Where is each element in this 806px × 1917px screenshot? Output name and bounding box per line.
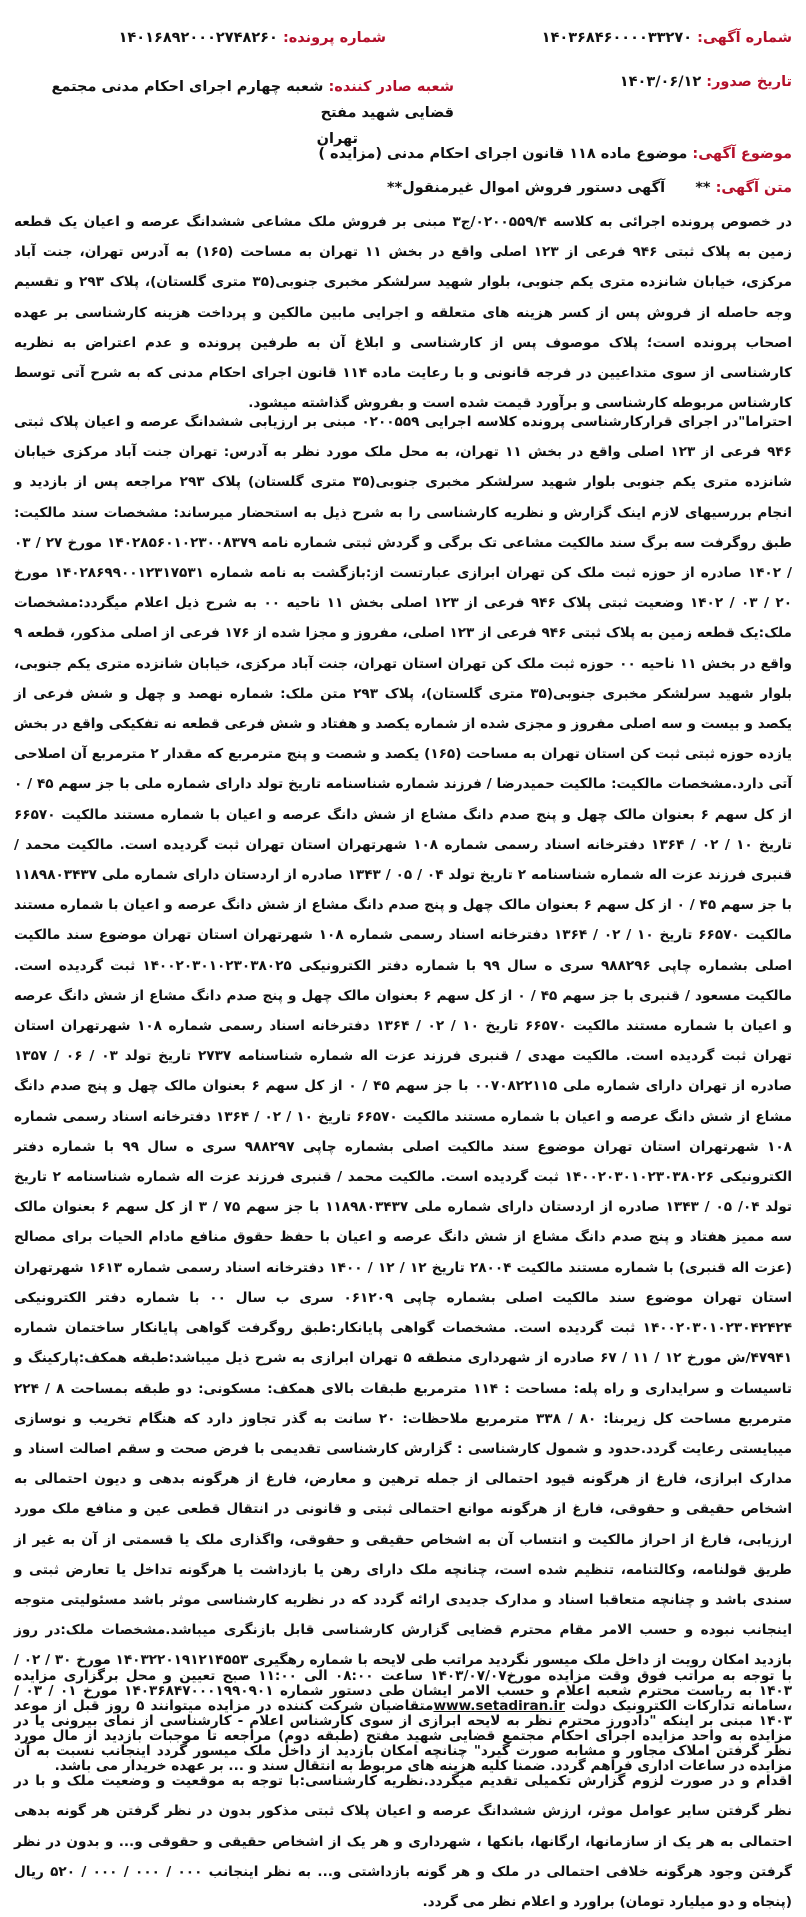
issuing-branch-value-line1: شعبه چهارم اجرای احکام مدنی مجتمع قضایی شهید مفتح <box>51 79 454 121</box>
file-number <box>119 30 386 46</box>
notice-subject <box>318 146 792 162</box>
issue-date-label: تاریخ صدور: <box>706 74 792 90</box>
closing-part-1: با توجه به مراتب فوق وقت مزایده مورخ۱۴۰۳/۰۷/۰۷ ساعت ۰۸:۰۰ الی ۱۱:۰۰ صبح تعیین و محل برگزاری مزایده ،سامانه تدارکات الکترونیک دولت <box>14 1668 792 1714</box>
auction-closing-paragraph <box>14 1661 792 1781</box>
intro-paragraph: در خصوص پرونده اجرائی به کلاسه ۰۲۰۰۵۵۹/۴/ج۳ مبنی بر فروش ملک مشاعی ششدانگ عرصه و اعیان یک قطعه زمین به پلاک ثبتی ۹۴۶ فرعی از ۱۲۳ اصلی واقع در بخش ۱۱ تهران به مساحت (۱۶۵) به آدرس تهران، جنت آباد مرکزی، خیابان شانزده متری یکم جنوبی، بلوار شهید سرلشکر مخبری جنوبی(۳۵ متری گلستان)، پلاک ۲۹۳ و تقسیم وجه حاصله از فروش پس از کسر هزینه های متعلقه و اجرایی مابین مالکین و پرداخت هزینه کارشناسی بر عهده اصحاب پرونده است؛ پلاک موصوف پس از کارشناسی و ابلاغ آن به طرفین پرونده و عدم اعتراض به نظریه کارشناسی از سوی متداعیین در فرجه قانونی و با رعایت ماده ۱۱۴ قانون اجرای احکام مدنی که به شرح آتی توسط کارشناس مربوطه کارشناسی و برآورد قیمت شده است و بفروش گذاشته میشود. <box>14 214 793 412</box>
notice-number-value: ۱۴۰۳۶۸۴۶۰۰۰۰۳۳۲۷۰ <box>541 30 693 46</box>
notice-body-heading <box>387 180 792 196</box>
issue-date <box>620 74 792 90</box>
notice-number <box>542 30 792 46</box>
notice-number-label: شماره آگهی: <box>697 30 792 46</box>
issuing-branch <box>34 74 454 152</box>
subject-label: موضوع آگهی: <box>692 146 792 162</box>
body-title: ** آگهی دستور فروش اموال غیرمنقول** <box>387 180 711 196</box>
expert-report-paragraph: احتراما"در اجرای قرارکارشناسی پرونده کلاسه اجرایی ۰۲۰۰۵۵۹ مبنی بر ارزیابی ششدانگ عرصه و اعیان پلاک ثبتی ۹۴۶ فرعی از ۱۲۳ اصلی واقع در بخش ۱۱ تهران، به محل ملک مورد نظر به آدرس: تهران جنت آباد مرکزی خیابان شانزده متری یکم جنوبی بلوار شهید سرلشکر مخبری جنوبی(۳۵ متری گلستان) پلاک ۲۹۳ مراجعه پس از بازدید و انجام بررسیهای لازم اینک گزارش و نظریه کارشناسی را به شرح ذیل به استحضار میرساند: مشخصات سند مالکیت: طبق روگرفت سه برگ سند مالکیت مشاعی تک برگی و گردش ثبتی شماره نامه ۱۴۰۲۸۵۶۰۱۰۲۳۰۰۸۳۷۹ مورخ ۲۷ / ۰۳ / ۱۴۰۲ صادره از حوزه ثبت ملک کن تهران ابرازی عبارتست از:بازگشت به نامه شماره ۱۴۰۲۸۶۹۹۰۰۱۲۳۱۷۵۳۱ مورخ ۲۰ / ۰۳ / ۱۴۰۲ وضعیت ثبتی پلاک ۹۴۶ فرعی از ۱۲۳ اصلی بخش ۱۱ ناحیه ۰۰ به شرح ذیل اعلام میگردد:مشخصات ملک:یک قطعه زمین به پلاک ثبتی ۹۴۶ فرعی از ۱۲۳ اصلی، مفروز و مجزا شده از ۱۷۶ فرعی از اصلی مذکور، قطعه ۹ واقع در بخش ۱۱ ناحیه ۰۰ حوزه ثبت ملک کن تهران استان تهران، جنت آباد مرکزی، خیابان شانزده متری یکم جنوبی، بلوار شهید سرلشکر مخبری جنوبی(۳۵ متری گلستان)، پلاک ۲۹۳ متن ملک: شماره نهصد و چهل و شش فرعی از یکصد و بیست و سه اصلی مفروز و مجزی شده از شماره یکصد و هفتاد و شش فرعی قطعه نه تفکیکی واقع در بخش یازده حوزه ثبتی ثبت کن استان تهران به مساحت (۱۶۵) یکصد و شصت و پنج مترمربع که مقدار ۲ مترمربع آن اصلاحی آتی دارد.مشخصات مالکیت: مالکیت حمیدرضا / فرزند شماره شناسنامه تاریخ تولد دارای شماره ملی با جز سهم ۴۵ / ۰ از کل سهم ۶ بعنوان مالک چهل و پنج صدم دانگ مشاع از شش دانگ عرصه و اعیان با شماره مستند مالکیت ۶۶۵۷۰ تاریخ ۱۰ / ۰۲ / ۱۳۶۴ دفترخانه اسناد رسمی شماره ۱۰۸ شهرتهران استان تهران ثبت گردیده است. مالکیت محمد / قنبری فرزند عزت اله شماره شناسنامه ۲ تاریخ تولد ۰۴ / ۰۵ / ۱۳۴۳ صادره از اردستان دارای شماره ملی ۱۱۸۹۸۰۳۴۳۷ با جز سهم ۴۵ / ۰ از کل سهم ۶ بعنوان مالک چهل و پنج صدم دانگ مشاع از شش دانگ عرصه و اعیان با شماره مستند مالکیت ۶۶۵۷۰ تاریخ ۱۰ / ۰۲ / ۱۳۶۴ دفترخانه اسناد رسمی شماره ۱۰۸ شهرتهران استان تهران موضوع سند مالکیت اصلی بشماره چاپی ۹۸۸۲۹۶ سری ه سال ۹۹ با شماره دفتر الکترونیکی ۱۴۰۰۲۰۳۰۱۰۲۳۰۳۸۰۲۵ ثبت گردیده است. مالکیت مسعود / قنبری با جز سهم ۴۵ / ۰ از کل سهم ۶ بعنوان مالک چهل و پنج صدم دانگ مشاع از شش دانگ عرصه و اعیان با شماره مستند مالکیت ۶۶۵۷۰ تاریخ ۱۰ / ۰۲ / ۱۳۶۴ دفترخانه اسناد رسمی شماره ۱۰۸ شهرتهران استان تهران ثبت گردیده است. مالکیت مهدی / قنبری فرزند عزت اله شماره شناسنامه ۲۷۳۷ تاریخ تولد ۰۳ / ۰۶ / ۱۳۵۷ صادره از تهران دارای شماره ملی ۰۰۷۰۸۲۲۱۱۵ با جز سهم ۴۵ / ۰ از کل سهم ۶ بعنوان مالک چهل و پنج صدم دانگ مشاع از شش دانگ عرصه و اعیان با شماره مستند مالکیت ۶۶۵۷۰ تاریخ ۱۰ / ۰۲ / ۱۳۶۴ دفترخانه اسناد رسمی شماره ۱۰۸ شهرتهران استان تهران موضوع سند مالکیت اصلی بشماره چاپی ۹۸۸۲۹۷ سری ه سال ۹۹ با شماره دفتر الکترونیکی ۱۴۰۰۲۰۳۰۱۰۲۳۰۳۸۰۲۶ ثبت گردیده است. مالکیت محمد / قنبری فرزند عزت اله شماره شناسنامه ۲ تاریخ تولد ۰۴/ ۰۵ / ۱۳۴۳ صادره از اردستان دارای شماره ملی ۱۱۸۹۸۰۳۴۳۷ با جز سهم ۷۵ / ۳ از کل سهم ۶ بعنوان مالک سه ممیز هفتاد و پنج صدم دانگ مشاع از شش دانگ عرصه و اعیان با حفظ حقوق منافع مادام الحیات برای مصالح (عزت اله قنبری) با شماره مستند مالکیت ۲۸۰۰۴ تاریخ ۱۲ / ۱۲ / ۱۴۰۰ دفترخانه اسناد رسمی شماره ۱۶۱۳ شهرتهران استان تهران موضوع سند مالکیت اصلی بشماره چاپی ۰۶۱۲۰۹ سری ب سال ۰۰ با شماره دفتر الکترونیکی ۱۴۰۰۲۰۳۰۱۰۲۳۰۴۲۴۲۴ ثبت گردیده است. مشخصات گواهی پایانکار:طبق روگرفت گواهی پایانکار ساختمان شماره ۴۷۹۴۱/ش مورخ ۱۲ / ۱۱ / ۶۷ صادره از شهرداری منطقه ۵ تهران ابرازی به شرح ذیل میباشد:طبقه همکف:پارکینگ و تاسیسات و سرایداری و راه پله: مساحت : ۱۱۴ مترمربع طبقات بالای همکف: مسکونی: دو طبقه بمساحت ۸ / ۲۲۴ مترمربع مساحت کل زیربنا: ۸۰ / ۳۳۸ مترمربع ملاحظات: ۲۰ سانت به گذر تجاوز دارد که هنگام تخریب و نوسازی میبایستی رعایت گردد.حدود و شمول کارشناسی : گزارش کارشناسی تقدیمی با فرض صحت و سقم اصالت اسناد و مدارک ابرازی، فارغ از هرگونه قیود احتمالی از جمله ترهین و معارض، فارغ از هرگونه بدهی و دیون احتمالی به اشخاص حقیقی و حقوقی، فارغ از هرگونه موانع احتمالی ثبتی و قانونی در انتقال قطعی عین و منافع ملک مورد ارزیابی، فارغ از احراز مالکیت و انتساب آن به اشخاص حقیقی و حقوقی، واگذاری ملک یا قسمتی از آن به غیر از طریق قولنامه، وکالتنامه، تنظیم شده است، چنانچه ملک دارای رهن یا بازداشت یا هرگونه تداخل یا تعارض ثبتی و سندی باشد و چنانچه متعاقبا اسناد و مدارک جدیدی ارائه گردد که در نظریه کارشناسی موثر باشد مسئولیتی متوجه اینجانب نبوده و حسب الامر مقام محترم قضایی گزارش کارشناسی قابل بازنگری میباشد.مشخصات ملک:در روز بازدید امکان رویت از داخل ملک میسور نگردید مراتب طی لایحه با شماره رهگیری ۱۴۰۳۲۲۰۱۹۱۲۱۴۵۵۳ مورخ ۳۰ / ۰۲ / ۱۴۰۳ به ریاست محترم شعبه اعلام و حسب الامر ایشان طی دستور شماره ۱۴۰۳۶۸۴۷۰۰۰۱۹۹۰۹۰۱ مورخ ۰۱ / ۰۳ / ۱۴۰۳ مبنی بر اینکه "دادورز محترم نظر به لایحه ابرازی از سوی کارشناس اعلام - کارشناسی از نمای بیرونی یا در نظر گرفتن املاک مجاور و مشابه صورت گیرد" چنانچه امکان بازدید از داخل ملک میسور گردد اینجانب نسبت به آن اقدام و در صورت لزوم گزارش تکمیلی تقدیم میگردد.نظریه کارشناسی:با توجه به موقعیت و وضعیت ملک و با در نظر گرفتن سایر عوامل موثر، ارزش ششدانگ عرصه و اعیان پلاک ثبتی مذکور بدون در نظر گرفتن هر گونه بدهی احتمالی به هر یک از سازمانها، ارگانها، بانکها ، شهرداری و هر یک از اشخاص حقیقی و حقوقی و... و بدون در نظر گرفتن وجود هرگونه خلافی احتمالی در ملک و هر گونه بازداشتی و... به نظر اینجانب ۰۰۰ / ۰۰۰ / ۰۰۰ / ۵۲۰ ریال (پنجاه و دو میلیارد تومان) براورد و اعلام نظر می گردد. <box>14 414 793 1910</box>
file-number-value: ۱۴۰۱۶۸۹۲۰۰۰۲۷۴۸۲۶۰ <box>118 30 278 46</box>
setadiran-link[interactable]: www.setadiran.ir <box>433 1698 565 1714</box>
issue-date-value: ۱۴۰۳/۰۶/۱۲ <box>619 74 702 90</box>
issuing-branch-value-line2: تهران <box>316 131 358 147</box>
issuing-branch-label: شعبه صادر کننده: <box>328 79 454 95</box>
file-number-label: شماره پرونده: <box>282 30 386 46</box>
body-label: متن آگهی: <box>715 180 792 196</box>
closing-part-2: متقاضیان شرکت کننده در مزایده میتوانند ۵ روز قبل از موعد مزایده به واحد مزایده اجرای احکام مجتمع قضایی شهید مفتح (طبقه دوم) مراجعه تا موجبات بازدید از مال مورد مزایده در ساعات اداری فراهم گردد. ضمنا کلیه هزینه های مربوط به انتقال سند و ... بر عهده خریدار می باشد. <box>14 1698 792 1774</box>
subject-value: موضوع ماده ۱۱۸ قانون اجرای احکام مدنی (مزایده ) <box>318 146 688 162</box>
